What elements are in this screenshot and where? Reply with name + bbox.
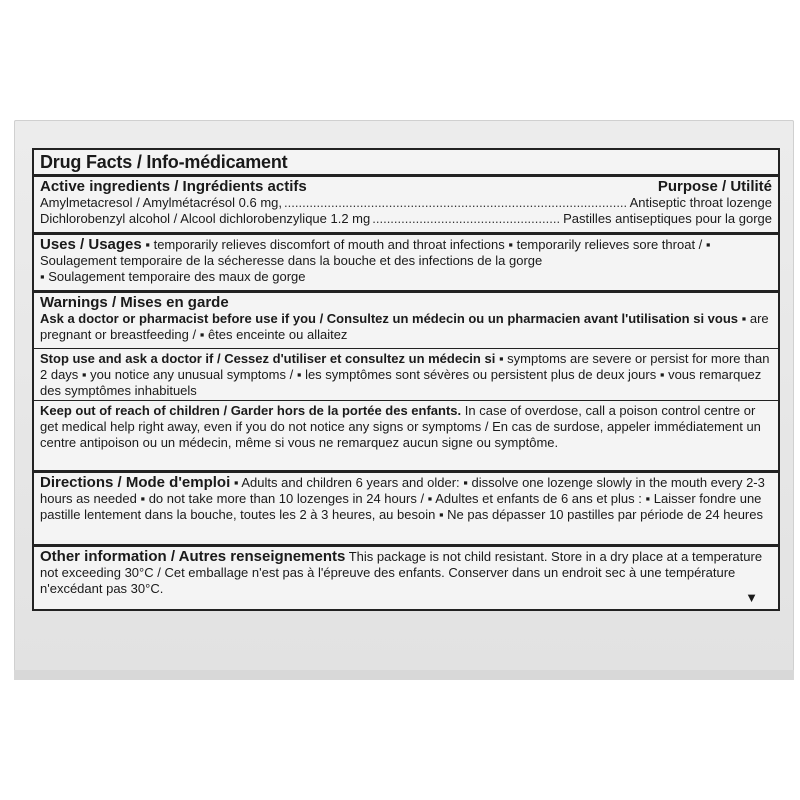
active-ingredients-section — [34, 177, 778, 235]
keep-out-section — [34, 401, 778, 473]
ingredient-purpose: Antiseptic throat lozenge — [629, 195, 772, 210]
stop-item: les symptômes sont sévères ou persistent plus de deux jours — [305, 367, 657, 382]
ingredient-name: Dichlorobenzyl alcohol / Alcool dichlorobenzylique 1.2 mg — [40, 211, 371, 226]
uses-section: Uses / Usages ▪ temporarily relieves discomfort of mouth and throat infections ▪ temporarily relieves sore throat / ▪ Soulagement temporaire de la sécheresse dans la bouche et des infections de la gorge ▪ Soulagement temporaire des maux de gorge — [34, 235, 778, 293]
ask-item: are pregnant or breastfeeding / — [40, 311, 769, 342]
ingredient-row — [40, 211, 772, 227]
other-info-text: This package is not child resistant. Store in a dry place at a temperature not exceeding 30°C / Cet emballage n'est pas à l'épreuve des enfants. Conserver dans un endroit sec à une température n'excédant pas 30°C. — [40, 549, 763, 596]
carton-bottom-edge — [14, 670, 794, 680]
directions-item: Ne pas dépasser 10 pastilles par période de 24 heures — [447, 507, 763, 522]
panel-title: Drug Facts / Info-médicament — [34, 150, 778, 177]
leader-dots — [284, 195, 628, 211]
directions-item: do not take more than 10 lozenges in 24 hours / — [148, 491, 425, 506]
stop-use-section: Stop use and ask a doctor if / Cessez d'utiliser et consultez un médecin si ▪ symptoms are severe or persist for more than 2 days ▪ you notice any unusual symptoms / ▪ les symptômes sont sévères ou persistent plus de deux jours ▪ vous remarquez des symptômes inhabituels — [34, 349, 778, 401]
leader-dots — [372, 211, 561, 227]
uses-item: Soulagement temporaire des maux de gorge — [48, 269, 306, 284]
purpose-heading: Purpose / Utilité — [657, 178, 772, 195]
stop-use-heading: Stop use and ask a doctor if / Cessez d'utiliser et consultez un médecin si — [40, 351, 496, 366]
uses-item: Soulagement temporaire de la sécheresse dans la bouche et des infections de la gorge — [40, 253, 543, 268]
uses-heading: Uses / Usages — [40, 236, 142, 253]
uses-item: temporarily relieves sore throat / — [516, 237, 703, 252]
continue-arrow-icon: ▼ — [745, 590, 758, 605]
directions-heading: Directions / Mode d'emploi — [40, 474, 231, 491]
directions-section: Directions / Mode d'emploi ▪ Adults and children 6 years and older: ▪ dissolve one lozenge slowly in the mouth every 2-3 hours as needed ▪ do not take more than 10 lozenges in 24 hours / ▪ Adultes et enfants de 6 ans et plus : ▪ Laisser fondre une pastille lentement dans la bouche, toutes les 2 à 3 heures, au besoin ▪ Ne pas dépasser 10 pastilles par période de 24 heures — [34, 473, 778, 547]
ingredient-row — [40, 195, 772, 211]
other-info-section — [34, 547, 778, 600]
active-ingredients-heading: Active ingredients / Ingrédients actifs — [40, 178, 307, 195]
ask-doctor-heading: Ask a doctor or pharmacist before use if you / Consultez un médecin ou un pharmacien avant l'utilisation si vous — [40, 311, 739, 326]
warnings-heading: Warnings / Mises en garde — [40, 294, 229, 311]
directions-item: Adults and children 6 years and older: — [241, 475, 460, 490]
keep-out-text: In case of overdose, call a poison control centre or get medical help right away, even if you do not notice any signs or symptoms / En cas de surdose, appeler immédiatement un centre antipoison ou un médecin, même si vous ne remarquez aucun signe ou symptôme. — [40, 403, 761, 450]
stop-item: symptoms are severe or persist for more than 2 days — [40, 351, 770, 382]
other-info-heading: Other information / Autres renseignements — [40, 548, 346, 565]
uses-item: temporarily relieves discomfort of mouth and throat infections — [153, 237, 505, 252]
warnings-ask-section: Warnings / Mises en garde Ask a doctor or pharmacist before use if you / Consultez un médecin ou un pharmacien avant l'utilisation si vous ▪ are pregnant or breastfeeding / ▪ êtes enceinte ou allaitez — [34, 293, 778, 349]
ingredient-name: Amylmetacresol / Amylmétacrésol 0.6 mg, — [40, 195, 283, 210]
directions-item: Laisser fondre une pastille lentement dans la bouche, toutes les 2 à 3 heures, au besoin — [40, 491, 762, 522]
ingredient-purpose: Pastilles antiseptiques pour la gorge — [563, 211, 772, 226]
keep-out-heading: Keep out of reach of children / Garder hors de la portée des enfants. — [40, 403, 462, 418]
directions-item: dissolve one lozenge slowly in the mouth every 2-3 hours as needed — [40, 475, 765, 506]
directions-item: Adultes et enfants de 6 ans et plus : — [435, 491, 642, 506]
ask-item: êtes enceinte ou allaitez — [207, 327, 348, 342]
stop-item: you notice any unusual symptoms / — [90, 367, 294, 382]
drug-facts-panel — [32, 148, 780, 611]
stop-item: vous remarquez des symptômes inhabituels — [40, 367, 762, 398]
